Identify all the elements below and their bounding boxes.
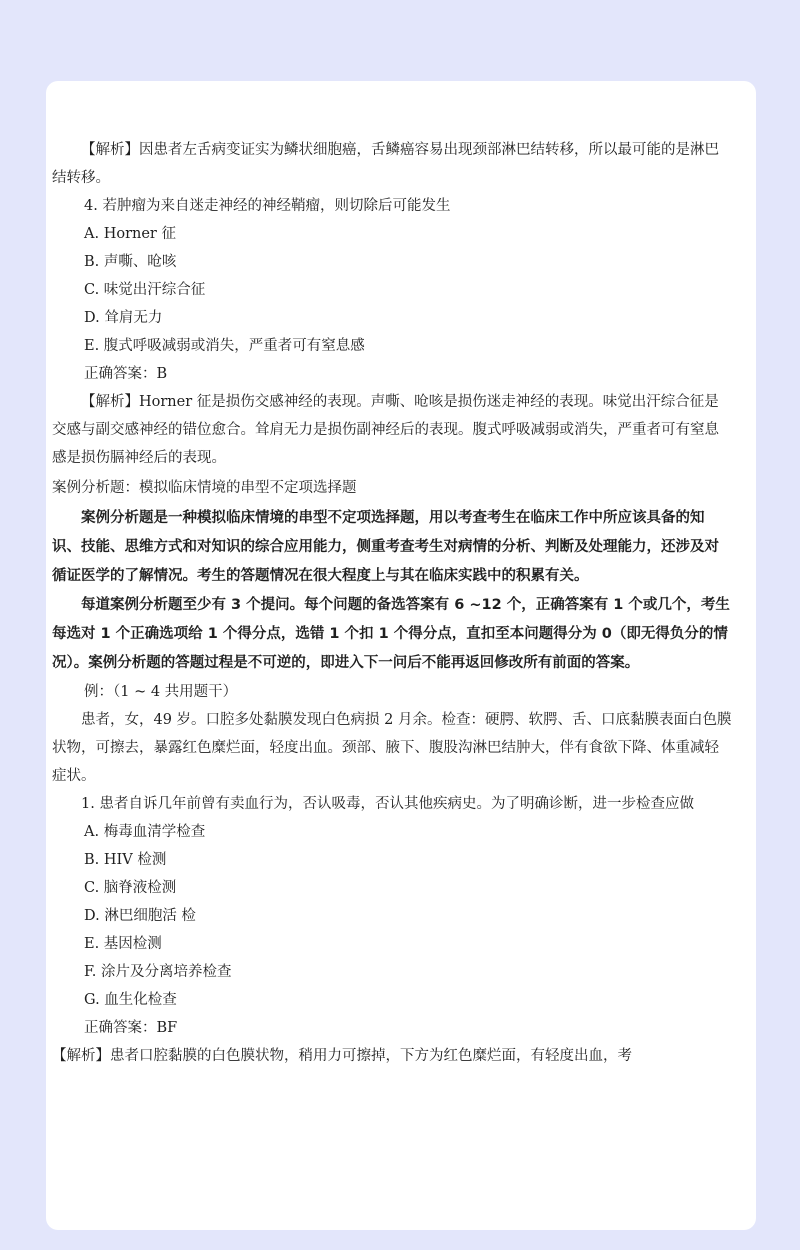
- q1-option-g: G. 血生化检查: [84, 992, 177, 1008]
- section-title: 案例分析题：模拟临床情境的串型不定项选择题: [52, 480, 357, 496]
- q1-option-b: B. HIV 检测: [84, 852, 167, 868]
- q1-option-f: F. 涂片及分离培养检查: [84, 964, 232, 980]
- q4-option-c: C. 味觉出汗综合征: [84, 282, 206, 298]
- q1-option-d: D. 淋巴细胞活 检: [84, 908, 196, 924]
- q4-option-e: E. 腹式呼吸减弱或消失，严重者可有窒息感: [84, 338, 365, 354]
- q4-analysis: 【解析】Horner 征是损伤交感神经的表现。声嘶、呛咳是损伤迷走神经的表现。味觉出汗综合征是交感与副交感神经的错位愈合。耸肩无力是损伤副神经后的表现。腹式呼吸减弱或消失，严重者可有窒息感是损伤膈神经后的表现。: [52, 394, 719, 466]
- q1-option-a: A. 梅毒血清学检查: [84, 824, 206, 840]
- q1-answer: 正确答案：BF: [84, 1020, 178, 1036]
- q3-analysis: 【解析】因患者左舌病变证实为鳞状细胞癌，舌鳞癌容易出现颈部淋巴结转移，所以最可能的是淋巴结转移。: [52, 142, 719, 186]
- q4-stem: 4. 若肿瘤为来自迷走神经的神经鞘瘤，则切除后可能发生: [84, 198, 451, 214]
- q1-option-c: C. 脑脊液检测: [84, 880, 177, 896]
- intro-paragraph-2: 每道案例分析题至少有 3 个提问。每个问题的备选答案有 6 ~12 个，正确答案有 1 个或几个，考生每选对 1 个正确选项给 1 个得分点，选错 1 个扣 1 个得分点，直扣至本问题得分为 0（即无得负分的情况）。案例分析题的答题过程是不可逆的，即进入下一问后不能再返回修改所有前面的答案。: [52, 597, 730, 671]
- q4-option-a: A. Horner 征: [84, 226, 176, 242]
- q4-option-b: B. 声嘶、呛咳: [84, 254, 177, 270]
- example-label: 例：（1 ~ 4 共用题干）: [84, 684, 238, 700]
- intro-paragraph-1: 案例分析题是一种模拟临床情境的串型不定项选择题，用以考查考生在临床工作中所应该具备的知识、技能、思维方式和对知识的综合应用能力，侧重考查考生对病情的分析、判断及处理能力，还涉及对循证医学的了解情况。考生的答题情况在很大程度上与其在临床实践中的积累有关。: [52, 510, 719, 584]
- q1-stem: 1. 患者自诉几年前曾有卖血行为，否认吸毒，否认其他疾病史。为了明确诊断，进一步检查应做: [81, 796, 694, 812]
- q4-option-d: D. 耸肩无力: [84, 310, 163, 326]
- q1-option-e: E. 基因检测: [84, 936, 162, 952]
- q4-answer: 正确答案：B: [84, 366, 168, 382]
- case-text: 患者，女，49 岁。口腔多处黏膜发现白色病损 2 月余。检查：硬腭、软腭、舌、口底黏膜表面白色膜状物，可擦去，暴露红色糜烂面，轻度出血。颈部、腋下、腹股沟淋巴结肿大，伴有食欲下降、体重减轻症状。: [52, 712, 732, 784]
- document-content: [52, 136, 732, 1070]
- q1-analysis: 【解析】患者口腔黏膜的白色膜状物，稍用力可擦掉，下方为红色糜烂面，有轻度出血，考: [52, 1048, 632, 1064]
